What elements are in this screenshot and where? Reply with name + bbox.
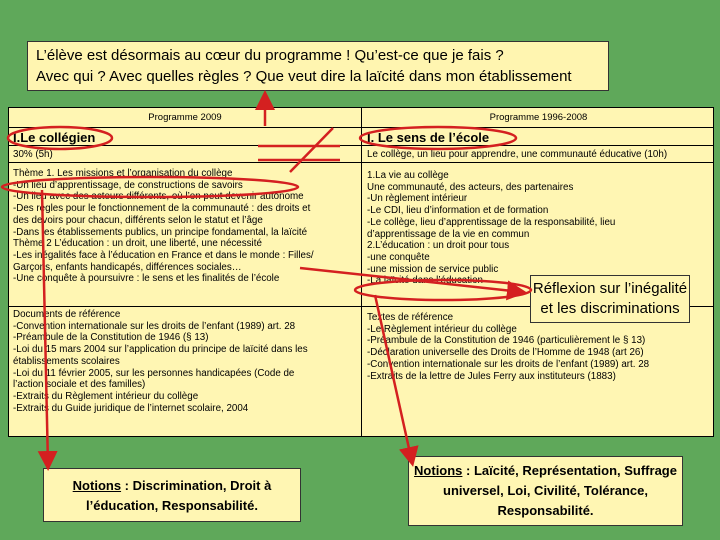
notions-left-label: Notions <box>72 478 122 493</box>
reflexion-box: Réflexion sur l’inégalité et les discriminations <box>530 275 690 323</box>
right-hours: Le collège, un lieu pour apprendre, une communauté éducative (10h) <box>367 149 668 160</box>
arrow-to-notions-left <box>42 190 48 466</box>
left-hours: 30% (5h) <box>13 149 53 160</box>
left-documents: Documents de référence -Convention internationale sur les droits de l’enfant (1989) art. 28 -Préambule de la Constitution de 1946 (§ 13) -Loi du 15 mars 2004 sur l’application du principe de laïcité dans les établissements scolaires -Loi du 11 février 2005, sur les personnes handicapées (Code de l’action sociale et des familles) -Extraits du Règlement intérieur du collège -Extraits du Guide juridique de l’internet scolaire, 2004 <box>13 309 308 414</box>
arrow-to-notions-right <box>375 295 412 462</box>
arrow-to-reflexion <box>300 268 522 292</box>
left-header: Programme 2009 <box>148 112 222 123</box>
sens-ecole-ellipse <box>360 127 516 149</box>
notions-right-label: Notions <box>414 463 463 478</box>
right-header: Programme 1996-2008 <box>489 112 588 123</box>
title-line-1: L’élève est désormais au cœur du programme ! Qu’est-ce que je fais ? <box>36 47 504 64</box>
right-documents: Textes de référence -Le Règlement intérieur du collège -Préambule de la Constitution de 1946 (particulièrement le § 13) -Déclaration universelle des Droits de l’Homme de 1948 (art 26) -Convention internationale sur les droits de l’enfant (1989) art. 28 -Extraits de la lettre de Jules Ferry aux instituteurs (1883) <box>367 312 650 382</box>
notions-left-text: : Discrimination, Droit à l’éducation, Responsabilité. <box>86 478 272 513</box>
right-section-title: I. Le sens de l’école <box>367 130 490 145</box>
collegien-ellipse <box>8 127 112 149</box>
apprentissage-ellipse <box>2 177 298 197</box>
notions-right-text: : Laïcité, Représentation, Suffrage universel, Loi, Civilité, Tolérance, Responsabilité. <box>443 463 677 518</box>
right-themes: 1.La vie au collège Une communauté, des acteurs, des partenaires -Un règlement intérieur -Le CDI, lieu d’information et de formation -Le collège, lieu d’apprentissage de la responsabilité, lieu d’apprentissage de la vie en commun 2.L’éducation : un droit pour tous -une conquête -une mission de service public -La laïcité dans l’éducation <box>367 170 616 287</box>
title-line-2: Avec qui ? Avec quelles règles ? Que veut dire la laïcité dans mon établissement <box>36 68 572 85</box>
not-equal-slash <box>290 128 333 172</box>
left-themes: Thème 1. Les missions et l’organisation du collège -Un lieu d’apprentissage, de constructions de savoirs -Un lieu avec des acteurs différents, où l’on peut devenir autonome -Des règles pour le fonctionnement de la communauté : des droits et des devoirs pour chacun, différents selon le statut et l’âge -Dans les établissements publics, un principe fondamental, la laïcité Thème 2 L’éducation : un droit, une liberté, une nécessité -Les inégalités face à l’éducation en France et dans le monde : Filles/ Garçons, enfants handicapés, différences sociales… -Une conquête à poursuivre : le sens et les finalités de l’école <box>13 168 314 285</box>
left-section-title: I.Le collégien <box>13 130 96 145</box>
